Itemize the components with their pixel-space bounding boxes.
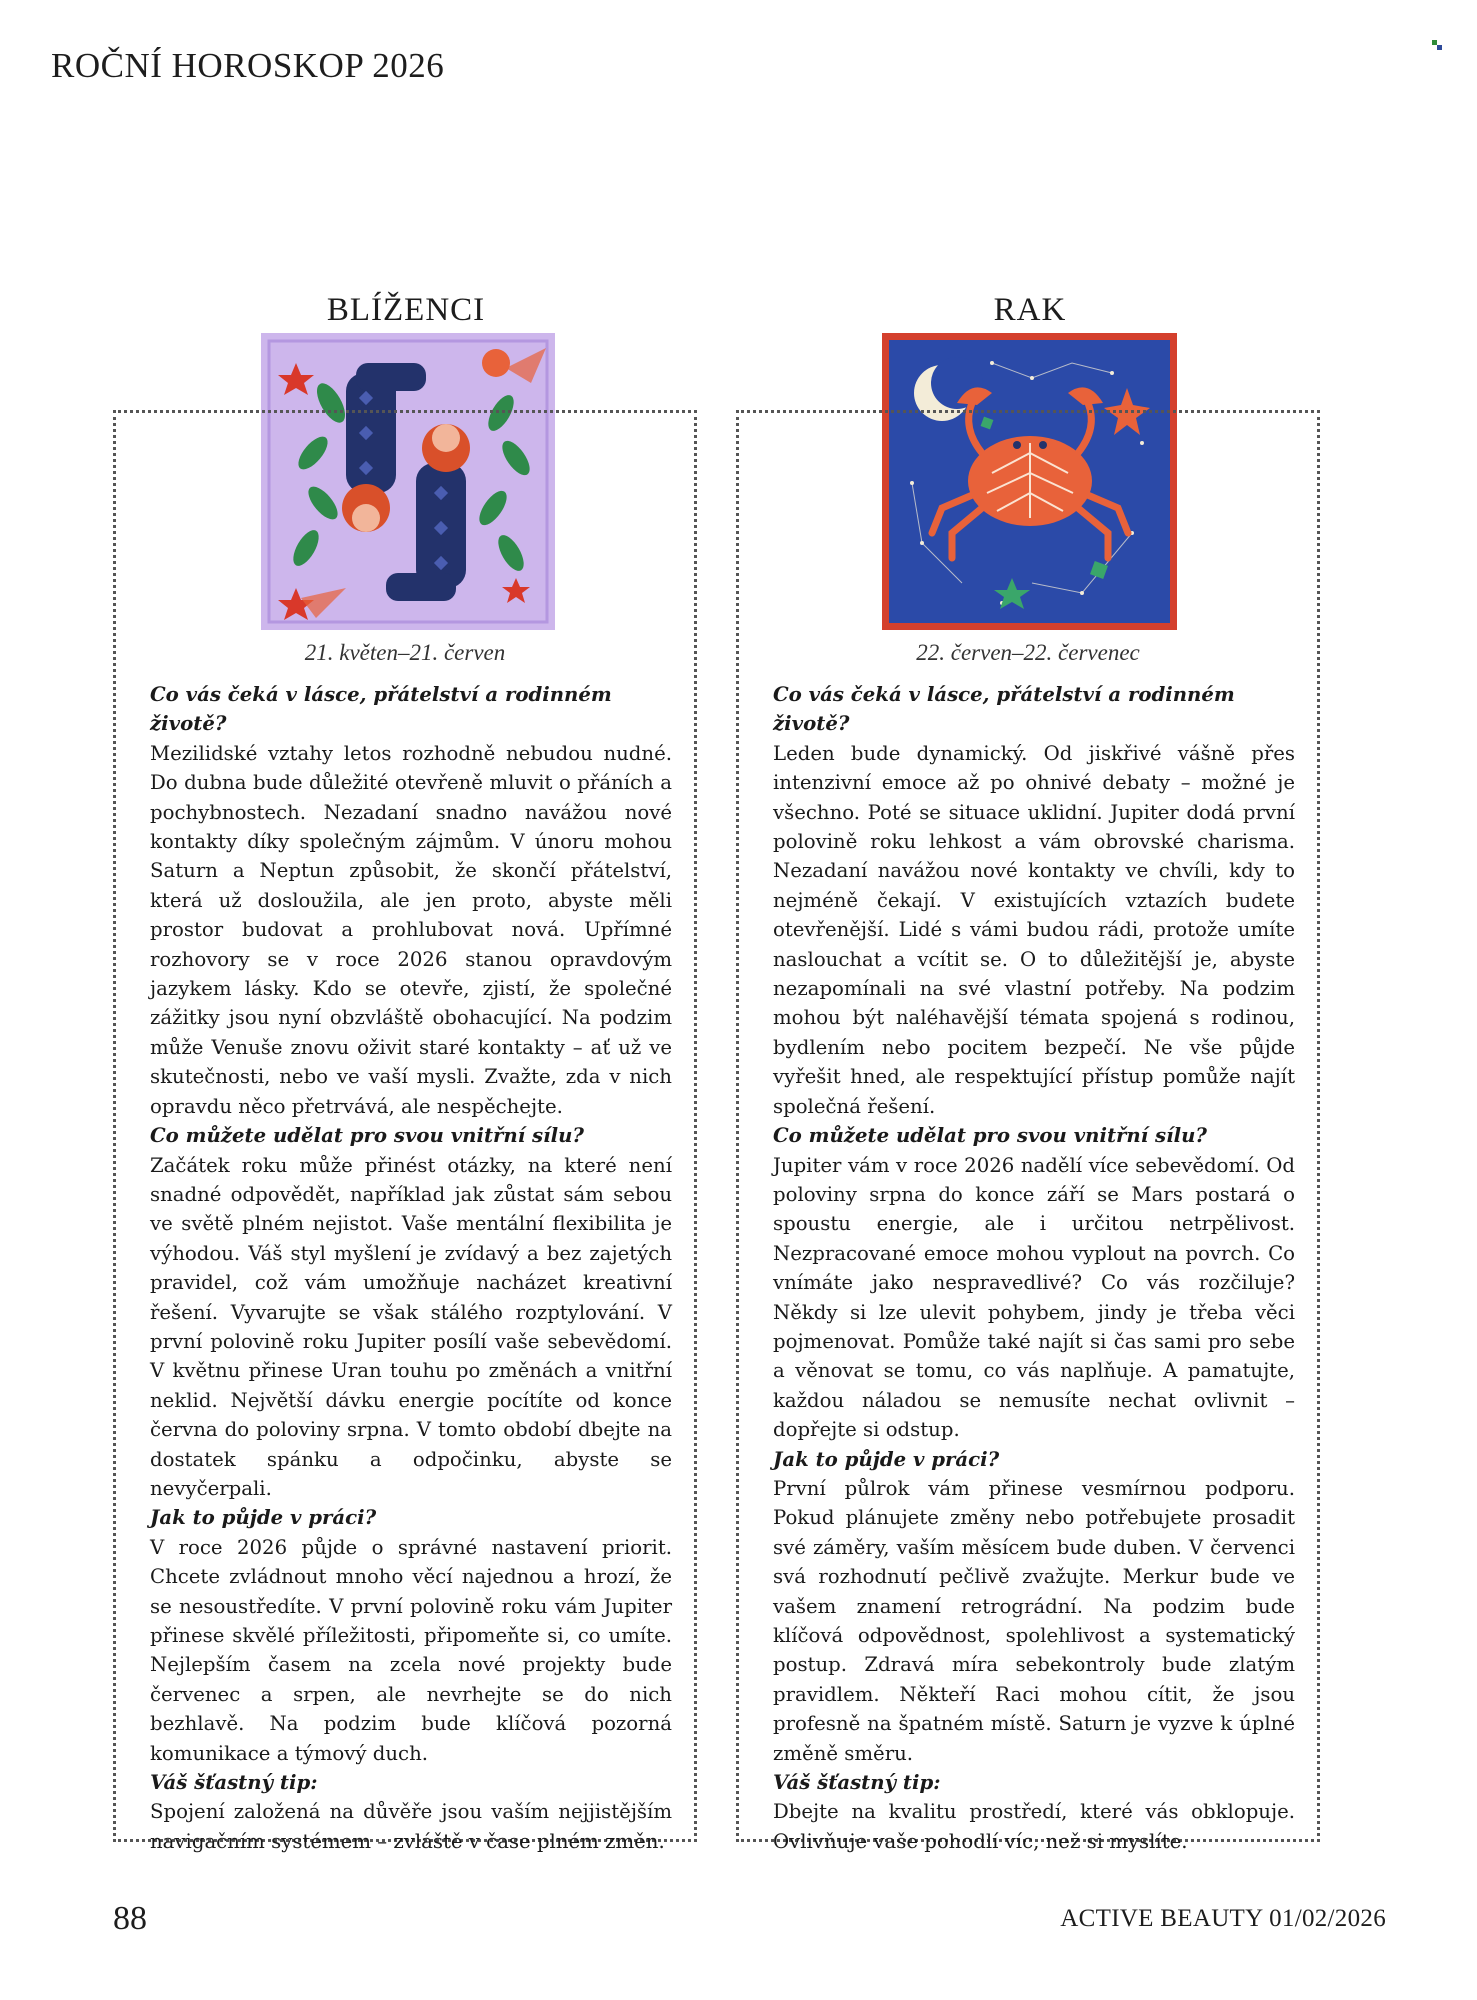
cancer-text-love: Leden bude dynamický. Od jiskřivé vášně přes intenzivní emoce až po ohnivé debaty – možné je všechno. Poté se situace uklidní. Jupiter dodá první polovině roku lehkost a vám obrovské charisma. Nezadaní navážou nové kontakty ve chvíli, kdy to nejméně čekají. V existujících vztazích budete otevřenější. Lidé s vámi budou rádi, protože umíte naslouchat a vcítit se. O to důležitější je, abyste nezapomínali na své vlastní potřeby. Na podzim mohou být naléhavější témata spojená s rodinou, bydlením nebo pocitem bezpečí. Ne vše půjde vyřešit hned, ale respektující přístup pomůže najít společná řešení. xyxy=(773,741,1295,1118)
gemini-heading-love: Co vás čeká v lásce, přátelství a rodinném životě? xyxy=(150,683,612,736)
corner-mark-icon xyxy=(1432,40,1442,50)
gemini-sign-name: BLÍŽENCI xyxy=(326,292,486,328)
cancer-text-tip: Dbejte na kvalitu prostředí, které vás obklopuje. Ovlivňuje vaše pohodlí víc, než si myslíte. xyxy=(773,1800,1295,1853)
gemini-heading-strength: Co můžete udělat pro svou vnitřní sílu? xyxy=(150,1124,584,1148)
cancer-heading-work: Jak to půjde v práci? xyxy=(773,1447,1000,1471)
gemini-dates: 21. květen–21. červen xyxy=(304,640,506,665)
cancer-sign-name: RAK xyxy=(993,292,1067,328)
cancer-text xyxy=(773,680,1295,1856)
gemini-heading-tip: Váš šťastný tip: xyxy=(150,1771,318,1795)
gemini-text-strength: Začátek roku může přinést otázky, na které není snadné odpovědět, například jak zůstat sám sebou ve světě plném nejistot. Vaše mentální flexibilita je výhodou. Váš styl myšlení je zvídavý a bez zajetých pravidel, což vám umožňuje nacházet kreativní řešení. Vyvarujte se však stálého rozptylování. V první polovině roku Jupiter posílí vaše sebevědomí. V květnu přinese Uran touhu po změnách a vnitřní neklid. Největší dávku energie pocítíte od konce června do poloviny srpna. V tomto období dbejte na dostatek spánku a odpočinku, abyste se nevyčerpali. xyxy=(150,1153,672,1500)
gemini-text-love: Mezilidské vztahy letos rozhodně nebudou nudné. Do dubna bude důležité otevřeně mluvit o přáních a pochybnostech. Nezadaní snadno navážou nové kontakty díky společným zájmům. V únoru mohou Saturn a Neptun způsobit, že skončí přátelství, která už dosloužila, ale jen proto, abyste měli prostor budovat a prohlubovat nová. Upřímné rozhovory se v roce 2026 stanou opravdovým jazykem lásky. Kdo se otevře, zjistí, že společné zážitky jsou nyní obzvláště obohacující. Na podzim může Venuše znovu oživit staré kontakty – ať už ve skutečnosti, nebo ve vaší mysli. Zvažte, zda v nich opravdu něco přetrvává, ale nespěchejte. xyxy=(150,741,672,1118)
page-number: 88 xyxy=(113,1900,147,1937)
cancer-text-work: První půlrok vám přinese vesmírnou podporu. Pokud plánujete změny nebo potřebujete prosadit své záměry, vaším měsícem bude duben. V červenci svá rozhodnutí pečlivě zvažujte. Merkur bude ve vašem znamení retrográdní. Na podzim bude klíčová odpovědnost, spolehlivost a systematický postup. Zdravá míra sebekontroly bude zlatým pravidlem. Někteří Raci mohou cítit, že jsou profesně na špatném místě. Saturn je vyzve k úplné změně směru. xyxy=(773,1476,1295,1765)
gemini-text-work: V roce 2026 půjde o správné nastavení priorit. Chcete zvládnout mnoho věcí najednou a hrozí, že se nesoustředíte. V první polovině roku vám Jupiter přinese skvělé příležitosti, připomeňte si, co umíte. Nejlepším časem na zcela nové projekty bude červenec a srpen, ale nevrhejte se do nich bezhlavě. Na podzim bude klíčová pozorná komunikace a týmový duch. xyxy=(150,1535,672,1765)
gemini-heading-work: Jak to půjde v práci? xyxy=(150,1506,377,1530)
cancer-heading-strength: Co můžete udělat pro svou vnitřní sílu? xyxy=(773,1124,1207,1148)
cancer-text-strength: Jupiter vám v roce 2026 nadělí více sebevědomí. Od poloviny srpna do konce září se Mars postará o spoustu energie, ale i určitou netrpělivost. Nezpracované emoce mohou vyplout na povrch. Co vnímáte jako nespravedlivé? Co vás rozčiluje? Někdy si lze ulevit pohybem, jindy je třeba věci pojmenovat. Pomůže také najít si čas sami pro sebe a věnovat se tomu, co vás naplňuje. A pamatujte, každou náladou se nemusíte nechat ovlivnit – dopřejte si odstup. xyxy=(773,1153,1295,1442)
cancer-heading-love: Co vás čeká v lásce, přátelství a rodinném životě? xyxy=(773,683,1235,736)
publication-footer: ACTIVE BEAUTY 01/02/2026 xyxy=(1060,1905,1386,1932)
page-title: ROČNÍ HOROSKOP 2026 xyxy=(51,46,445,85)
gemini-text-tip: Spojení založená na důvěře jsou vaším nejjistějším navigačním systémem – zvláště v čase plném změn. xyxy=(150,1800,672,1853)
cancer-dates: 22. červen–22. červenec xyxy=(916,640,1140,665)
cancer-heading-tip: Váš šťastný tip: xyxy=(773,1771,941,1795)
gemini-text xyxy=(150,680,672,1856)
